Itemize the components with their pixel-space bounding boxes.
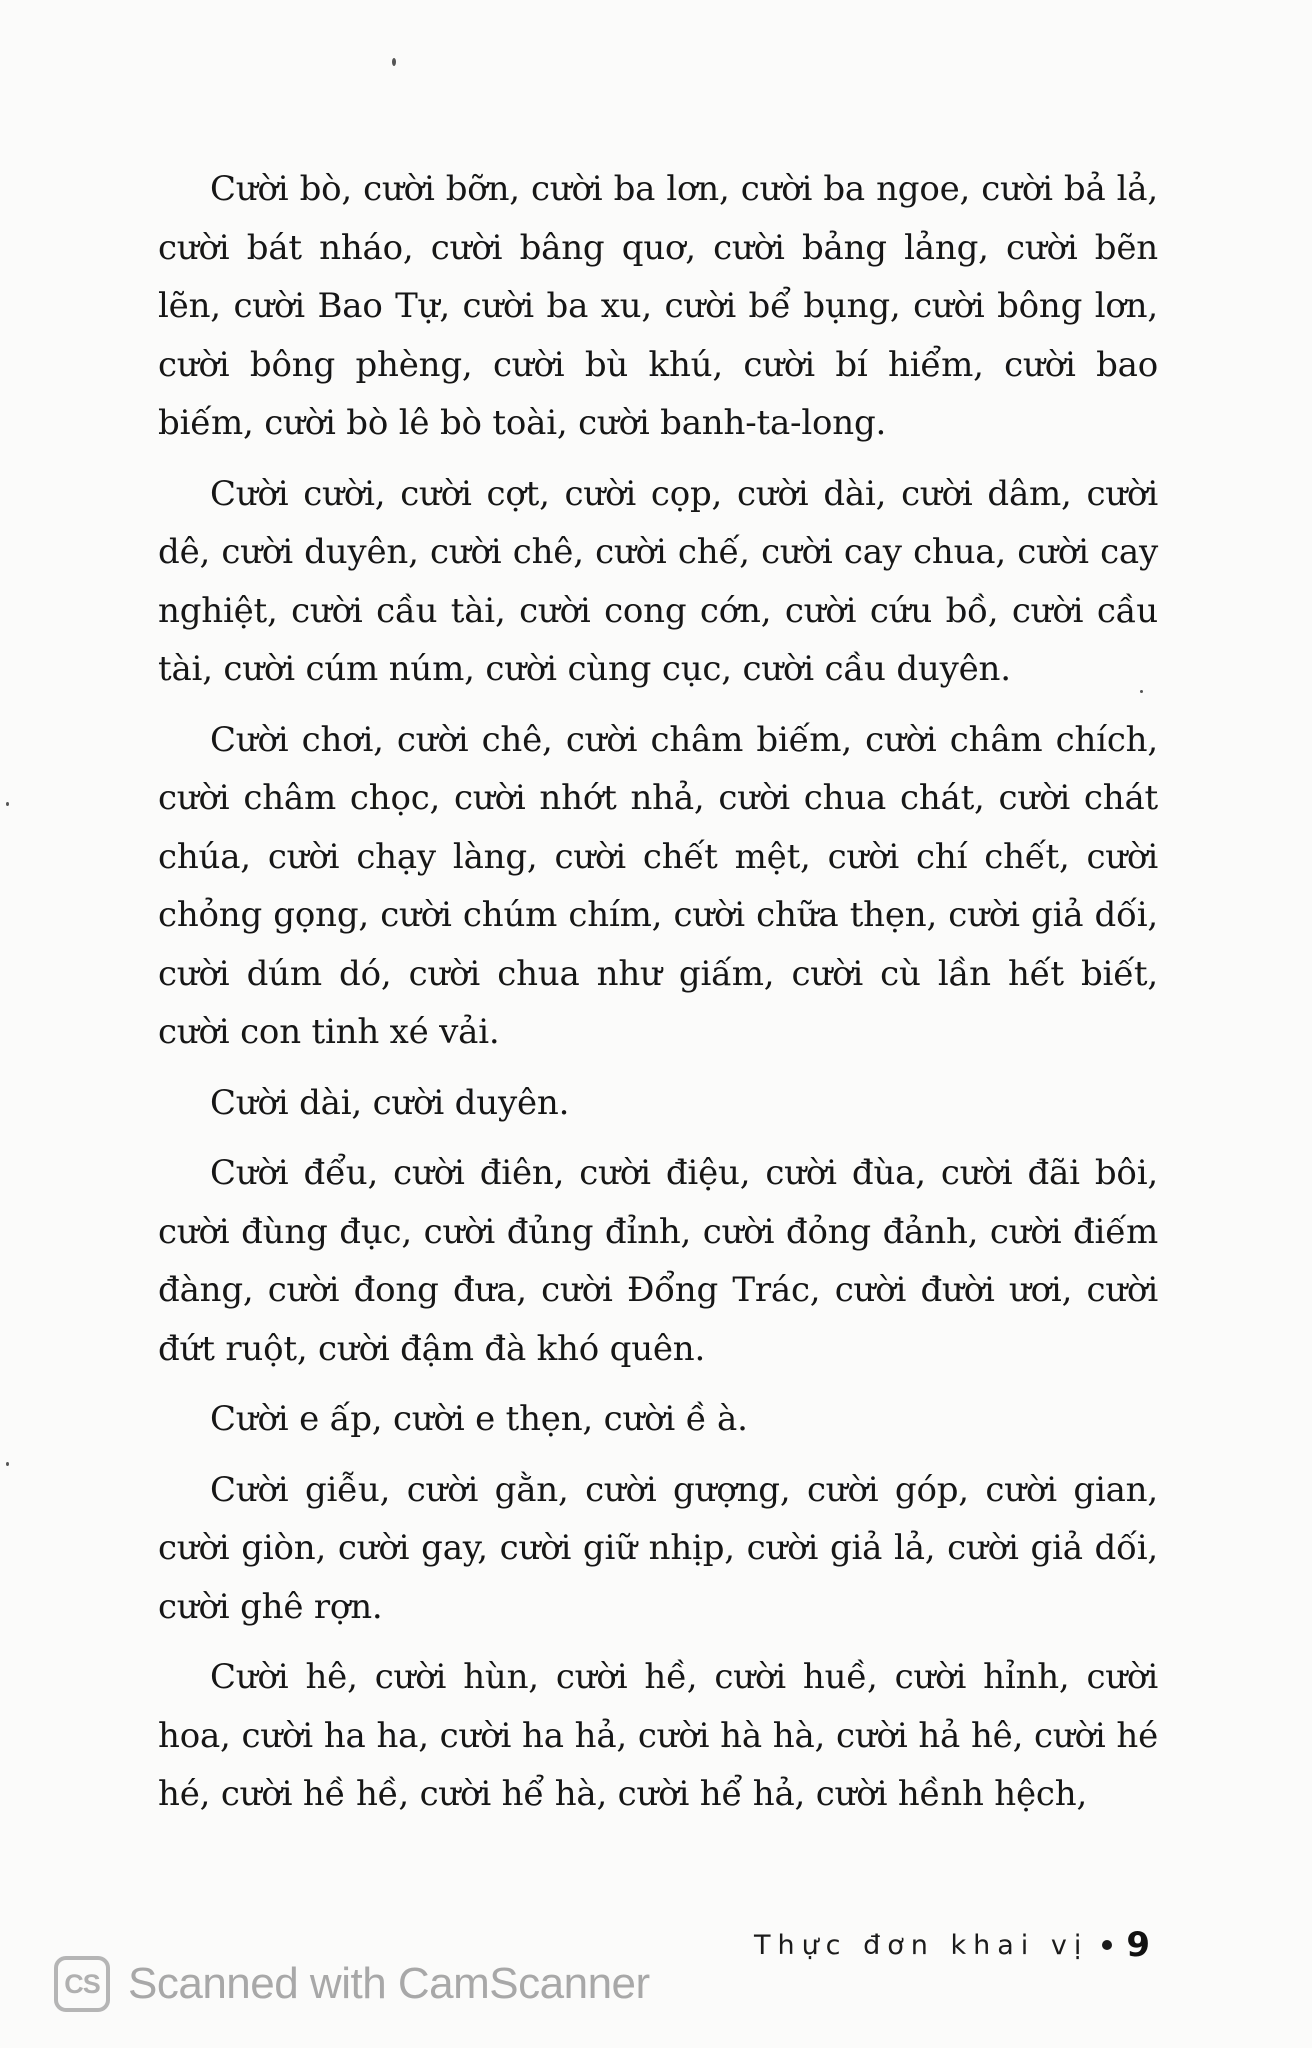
running-title: Thực đơn khai vị <box>753 1929 1089 1961</box>
page-footer <box>754 1925 1150 1965</box>
watermark-text: Scanned with CamScanner <box>128 1959 650 2008</box>
paragraph-g: Cười giễu, cười gằn, cười gượng, cười góp, cười gian, cười giòn, cười gay, cười giữ nhịp, cười giả lả, cười giả dối, cười ghê rợn. <box>158 1469 1158 1627</box>
paragraph-c: Cười cười, cười cợt, cười cọp, cười dài, cười dâm, cười dê, cười duyên, cười chê, cười chế, cười cay chua, cười cay nghiệt, cười cầu tài, cười cong cớn, cười cứu bồ, cười cầu tài, cười cúm núm, cười cùng cục, cười cầu duyên. <box>158 473 1158 689</box>
body-text <box>158 160 1158 1836</box>
paragraph-dd: Cười đểu, cười điên, cười điệu, cười đùa, cười đãi bôi, cười đùng đục, cười đủng đỉnh, cười đỏng đảnh, cười điếm đàng, cười đong đưa, cười Đổng Trác, cười đười ươi, cười đứt ruột, cười đậm đà khó quên. <box>158 1153 1158 1369</box>
camscanner-watermark <box>54 1956 650 2012</box>
paragraph-ch: Cười chơi, cười chê, cười châm biếm, cười châm chích, cười châm chọc, cười nhớt nhả, cười chua chát, cười chát chúa, cười chạy làng, cười chết mệt, cười chí chết, cười chỏng gọng, cười chúm chím, cười chữa thẹn, cười giả dối, cười dúm dó, cười chua như giấm, cười cù lần hết biết, cười con tinh xé vải. <box>158 719 1158 1052</box>
scan-speck <box>6 802 9 806</box>
scan-speck <box>1140 690 1143 693</box>
paragraph-h: Cười hê, cười hùn, cười hề, cười huề, cười hỉnh, cười hoa, cười ha ha, cười ha hả, cười hà hà, cười hả hê, cười hé hé, cười hề hề, cười hể hà, cười hể hả, cười hềnh hệch, <box>158 1657 1158 1814</box>
scan-speck <box>6 1462 9 1466</box>
bullet-icon <box>1102 1940 1112 1950</box>
camscanner-logo-icon: CS <box>54 1956 110 2012</box>
scan-speck <box>392 58 396 66</box>
page-number: 9 <box>1126 1925 1150 1965</box>
paragraph-e: Cười e ấp, cười e thẹn, cười ề à. <box>210 1399 748 1439</box>
paragraph-b: Cười bò, cười bỡn, cười ba lơn, cười ba ngoe, cười bả lả, cười bát nháo, cười bâng quơ, cười bảng lảng, cười bẽn lẽn, cười Bao Tự, cười ba xu, cười bể bụng, cười bông lơn, cười bông phèng, cười bù khú, cười bí hiểm, cười bao biếm, cười bò lê bò toài, cười banh-ta-long. <box>158 169 1158 443</box>
paragraph-d: Cười dài, cười duyên. <box>210 1082 570 1123</box>
